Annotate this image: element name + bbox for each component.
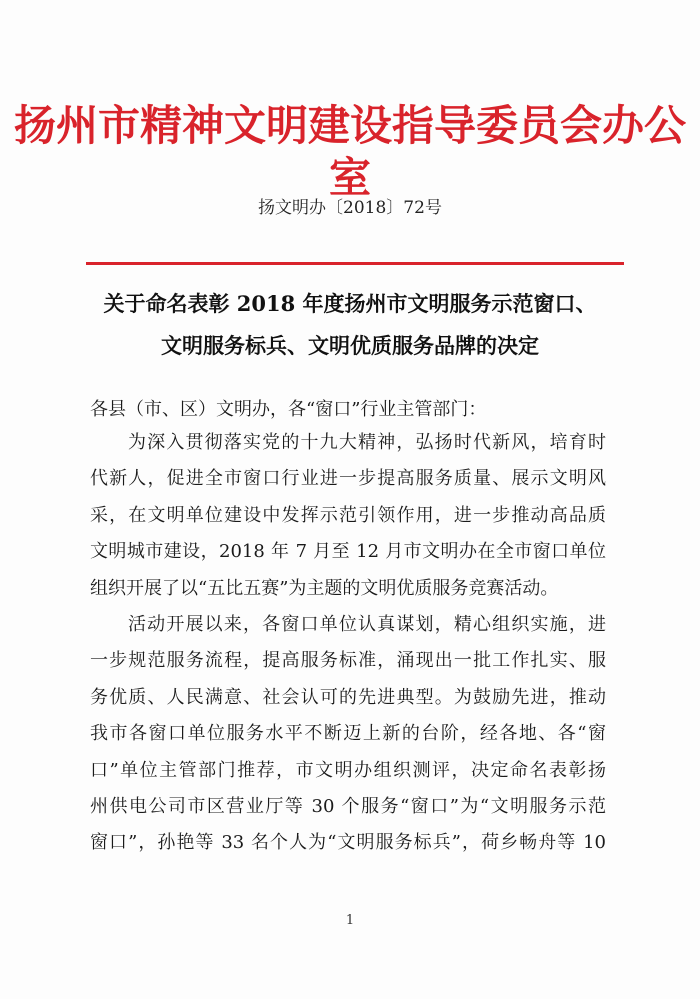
paragraph-line: 一步规范服务流程，提高服务标准，涌现出一批工作扎实、服 <box>90 650 606 672</box>
issuing-organization-header: 扬州市精神文明建设指导委员会办公室 <box>13 101 686 202</box>
salutation: 各县（市、区）文明办，各“窗口”行业主管部门： <box>90 399 487 420</box>
paragraph-line: 文明城市建设，2018 年 7 月至 12 月市文明办在全市窗口单位 <box>90 541 606 563</box>
document-title-line-2: 文明服务标兵、文明优质服务品牌的决定 <box>161 333 539 358</box>
document-title <box>60 283 640 367</box>
document-number: 扬文明办〔2018〕72号 <box>258 198 442 218</box>
paragraph-line: 口”单位主管部门推荐，市文明办组织测评，决定命名表彰扬 <box>90 759 606 781</box>
paragraph-line: 采，在文明单位建设中发挥示范引领作用，进一步推动高品质 <box>90 504 606 526</box>
page-number: 1 <box>345 913 355 928</box>
red-divider-line <box>86 262 624 265</box>
paragraph-line: 窗口”，孙艳等 33 名个人为“文明服务标兵”，荷乡畅舟等 10 <box>90 832 606 854</box>
paragraph-line: 州供电公司市区营业厅等 30 个服务“窗口”为“文明服务示范 <box>90 795 606 817</box>
paragraph-line: 为深入贯彻落实党的十九大精神，弘扬时代新风，培育时 <box>128 432 606 453</box>
paragraph-2 <box>90 607 606 862</box>
paragraph-line: 我市各窗口单位服务水平不断迈上新的台阶，经各地、各“窗 <box>90 723 606 745</box>
paragraph-line: 活动开展以来，各窗口单位认真谋划，精心组织实施，进 <box>128 613 606 635</box>
paragraph-line: 组织开展了以“五比五赛”为主题的文明优质服务竞赛活动。 <box>90 577 559 599</box>
paragraph-line: 代新人，促进全市窗口行业进一步提高服务质量、展示文明风 <box>90 468 606 490</box>
document-title-line-1: 关于命名表彰 2018 年度扬州市文明服务示范窗口、 <box>103 291 597 316</box>
paragraph-1 <box>90 425 606 607</box>
body-text <box>90 425 606 862</box>
paragraph-line: 务优质、人民满意、社会认可的先进典型。为鼓励先进，推动 <box>90 686 606 708</box>
